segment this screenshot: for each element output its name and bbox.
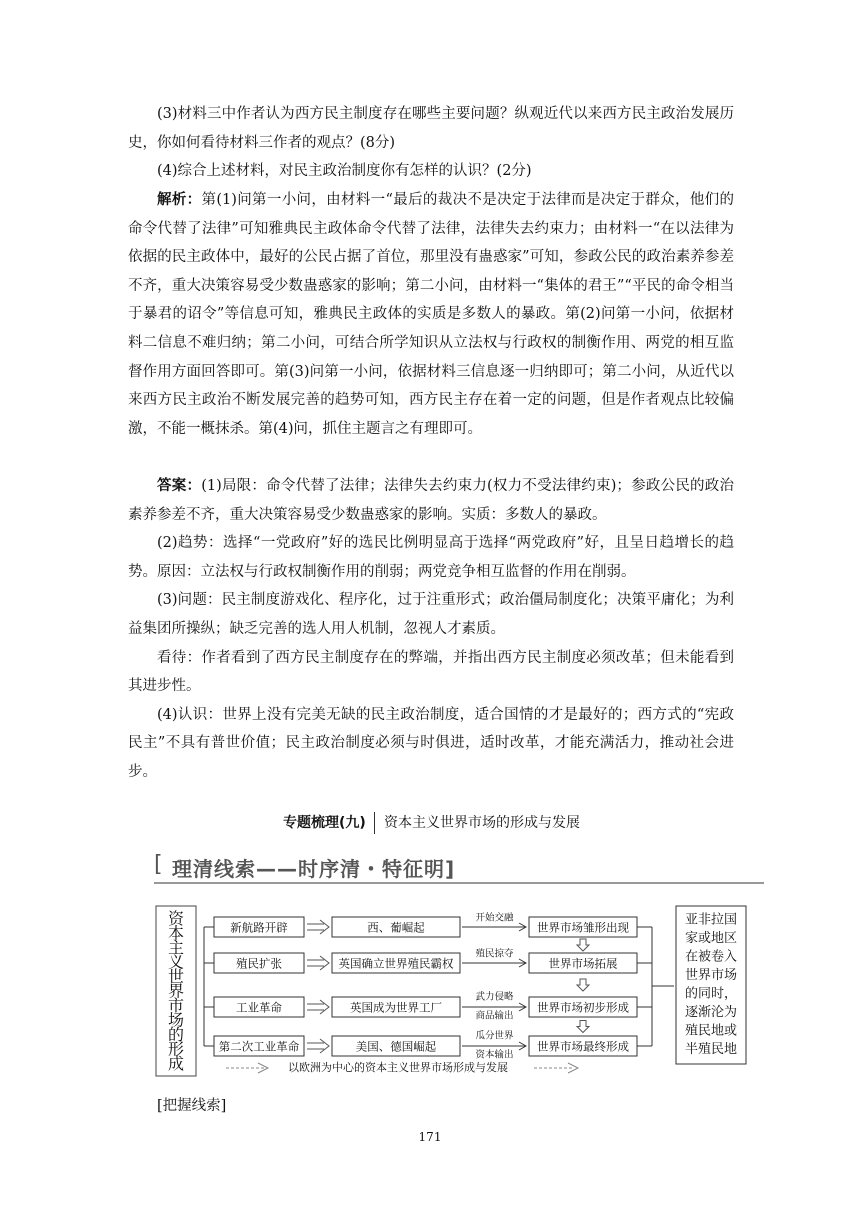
answer-3: (3)问题：民主制度游戏化、程序化，过于注重形式；政治僵局制度化；决策平庸化；为利益集团所操纵；缺乏完善的选人用人机制，忽视人才素质。 [128, 592, 734, 637]
double-arrow [307, 1000, 329, 1014]
banner-title: 理清线索——时序清・特征明 [172, 857, 445, 881]
means-text: 开始交融 [475, 912, 514, 924]
side-label-char: 资 [167, 908, 185, 928]
means-text: 资本输出 [475, 1049, 514, 1061]
grasp-clue-label: [把握线索] [157, 1098, 227, 1114]
stage-text: 世界市场雏形出现 [537, 920, 629, 935]
section-topic: 专题梳理(九) [283, 815, 366, 831]
answer-3b: 看待：作者看到了西方民主制度存在的弊端，并指出西方民主制度必须改革；但未能看到其进步性。 [128, 649, 734, 695]
question-4 [128, 157, 734, 186]
analysis-paragraph [128, 186, 734, 443]
means-text: 瓜分世界 [475, 1030, 514, 1042]
section-title: 资本主义世界市场的形成与发展 [384, 815, 580, 831]
effect-text: 西、葡崛起 [367, 920, 425, 935]
result-text: 半殖民地 [684, 1042, 738, 1057]
page-number: 171 [418, 1130, 442, 1144]
side-label-char: 主 [167, 937, 185, 957]
analysis-block [128, 186, 734, 443]
cause-text: 殖民扩张 [236, 956, 282, 971]
cause-text: 新航路开辟 [230, 920, 288, 935]
result-text: 逐渐沦为 [684, 1005, 738, 1020]
side-label-char: 的 [167, 1025, 185, 1045]
double-arrow [307, 956, 329, 970]
result-text: 在被卷入 [684, 949, 738, 965]
down-arrow [577, 979, 589, 991]
result-text: 殖民地或 [684, 1023, 738, 1039]
side-label-char: 市 [167, 996, 185, 1016]
effect-text: 英国确立世界殖民霸权 [338, 956, 454, 971]
banner-text [172, 853, 455, 882]
clue-banner [154, 848, 764, 884]
result-text: 家或地区 [684, 931, 738, 946]
side-label-char: 场 [167, 1010, 185, 1030]
side-label-char: 义 [167, 952, 185, 972]
analysis-text: 第(1)问第一小问，由材料一“最后的裁决不是决定于法律而是决定于群众，他们的命令代替了法律”可知雅典民主政体命令代替了法律，法律失去约束力；由材料一“在以法律为依据的民主政体中，最好的公民占据了首位，那里没有蛊惑家”可知，参政公民的政治素养参差不齐，重大决策容易受少数蛊惑家的影响；第二小问，由材料一“集体的君王”“平民的命令相当于暴君的诏令”等信息可知，雅典民主政体的实质是多数人的暴政。第(2)问第一小问，依据材料二信息不难归纳；第二小问，可结合所学知识从立法权与行政权的制衡作用、两党的相互监督作用方面回答即可。第(3)问第一小问，依据材料三信息逐一归纳即可；第二小问，从近代以来西方民主政治不断发展完善的趋势可知，西方民主存在着一定的问题，但是作者观点比较偏激，不能一概抹杀。第(4)问，抓住主题言之有理即可。 [128, 192, 735, 437]
double-arrow [307, 1039, 329, 1053]
means-text: 商品输出 [475, 1010, 514, 1022]
stage-text: 世界市场拓展 [548, 956, 618, 971]
means-text: 殖民掠夺 [475, 948, 514, 960]
effect-text: 英国成为世界工厂 [350, 1000, 442, 1015]
stage-text: 世界市场最终形成 [537, 1039, 629, 1054]
stage-text: 世界市场初步形成 [537, 1000, 629, 1015]
answer-label: 答案： [157, 477, 202, 494]
result-text: 亚非拉国 [684, 912, 738, 928]
answer-block [128, 472, 734, 787]
side-label-char: 成 [167, 1054, 185, 1074]
answer-4: (4)认识：世界上没有完美无缺的民主政治制度，适合国情的才是最好的；西方式的“宪政民主”不具有普世价值；民主政治制度必须与时俱进，适时改革，才能充满活力，推动社会进步。 [128, 706, 734, 780]
side-label-char: 形 [167, 1039, 185, 1059]
cause-text: 第二次工业革命 [218, 1039, 300, 1054]
analysis-label: 解析： [157, 191, 202, 208]
side-label-char: 世 [167, 966, 185, 986]
side-label-char: 本 [167, 923, 185, 943]
means-text: 武力侵略 [475, 991, 514, 1003]
answer-1-text: (1)局限：命令代替了法律；法律失去约束力(权力不受法律约束)；参政公民的政治素养参差不齐，重大决策容易受少数蛊惑家的影响。实质：多数人的暴政。 [128, 478, 734, 523]
down-arrow [577, 939, 589, 951]
banner-close-bracket: ] [445, 857, 456, 881]
section-heading [0, 810, 860, 834]
question-3-text: (3)材料三中作者认为西方民主制度存在哪些主要问题？纵观近代以来西方民主政治发展历史，你如何看待材料三作者的观点？(8分) [128, 106, 734, 151]
world-market-diagram [154, 900, 754, 1090]
question-3 [128, 100, 734, 157]
double-arrow [307, 920, 329, 934]
result-box [676, 906, 746, 1064]
bottom-caption: 以欧洲为中心的资本主义世界市场形成与发展 [288, 1061, 508, 1074]
side-label-char: 界 [167, 981, 185, 1001]
cause-text: 工业革命 [236, 1000, 282, 1015]
effect-text: 美国、德国崛起 [355, 1039, 437, 1054]
banner-open-bracket: [ [154, 852, 163, 877]
answer-1 [128, 472, 734, 529]
banner-underline [154, 882, 764, 884]
down-arrow [577, 1021, 589, 1033]
result-text: 的同时， [684, 986, 738, 1002]
result-text: 世界市场 [684, 968, 738, 983]
diagram-canvas [154, 900, 754, 1090]
section-divider [374, 812, 375, 834]
answer-2: (2)趋势：选择“一党政府”好的选民比例明显高于选择“两党政府”好，且呈日趋增长的趋势。原因：立法权与行政权制衡作用的削弱；两党竞争相互监督的作用在削弱。 [128, 535, 734, 580]
question-4-text: (4)综合上述材料，对民主政治制度你有怎样的认识？(2分) [157, 163, 532, 179]
